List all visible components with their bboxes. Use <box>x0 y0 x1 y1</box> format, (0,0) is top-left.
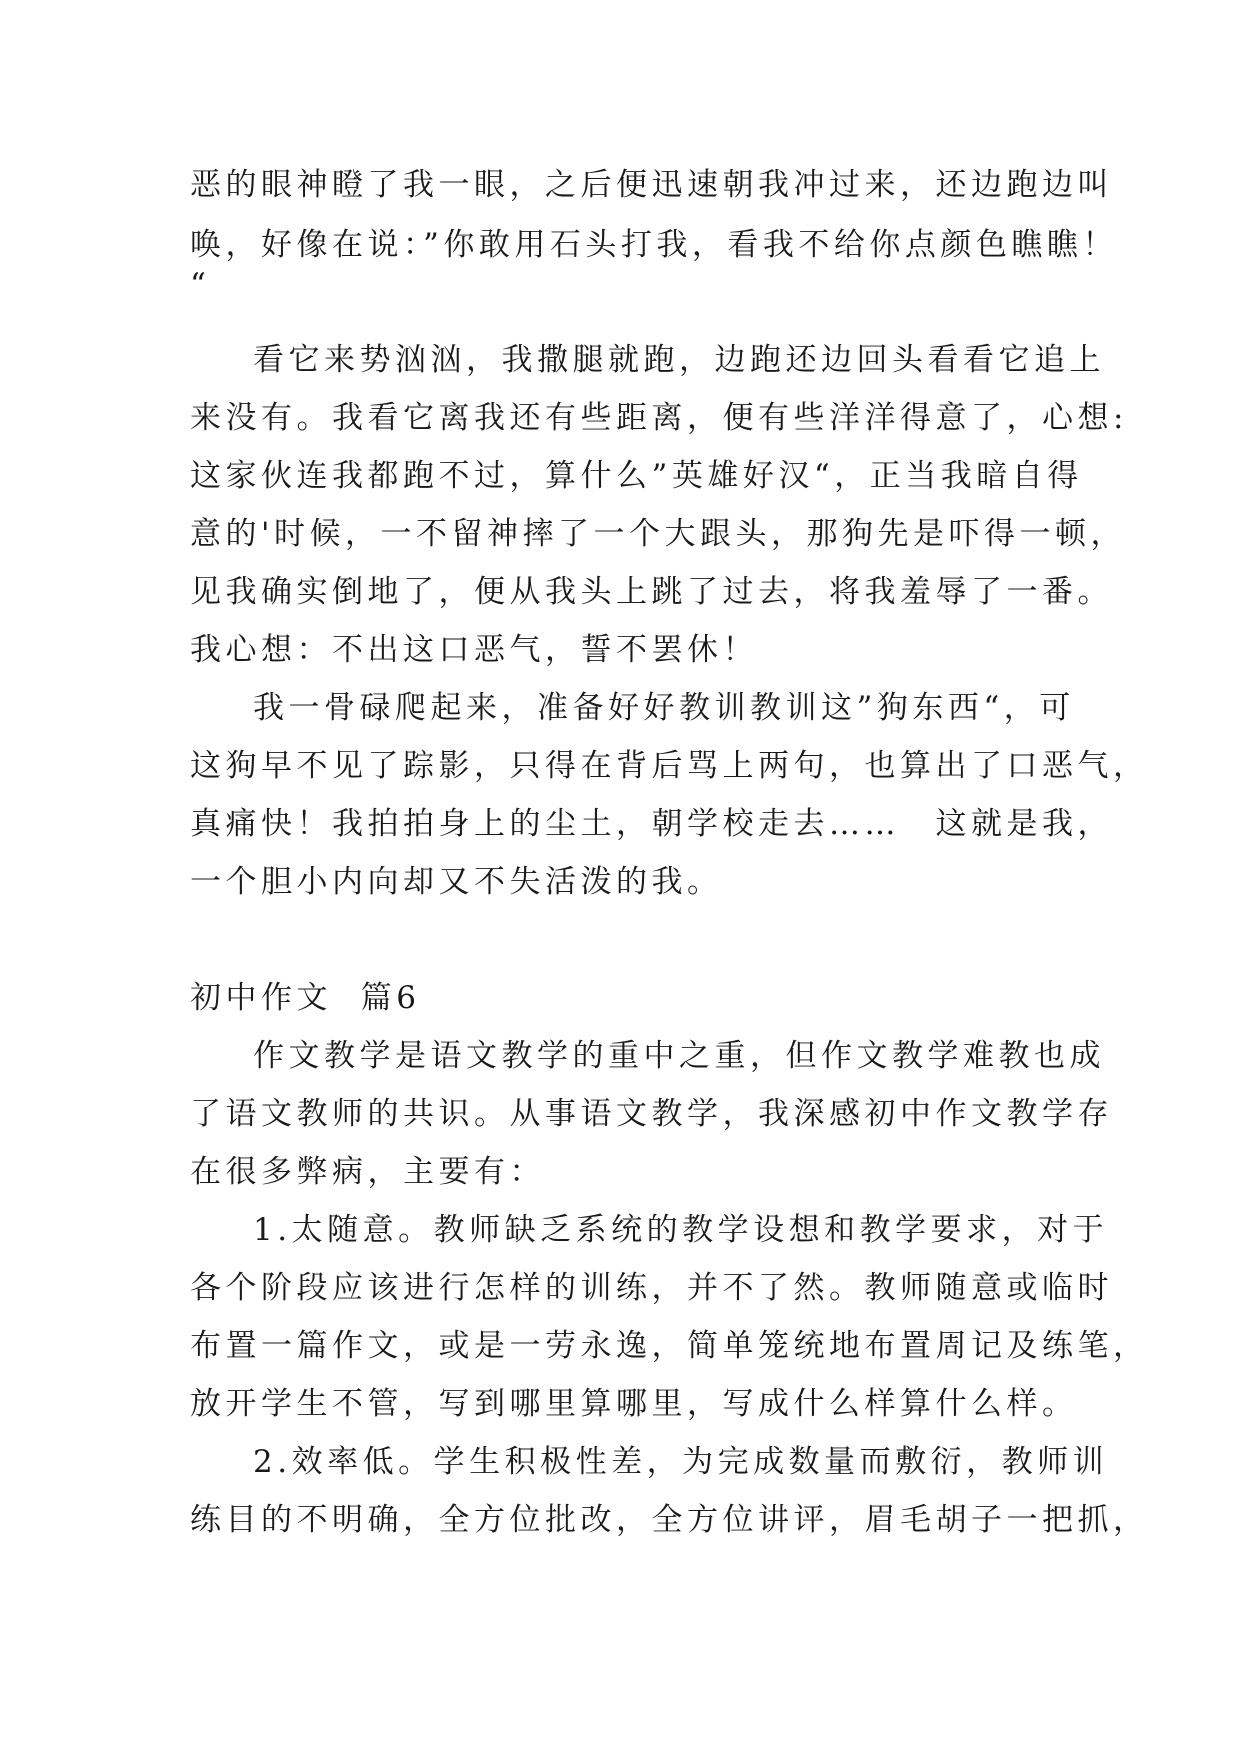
section-heading: 初中作文 篇6 <box>190 980 421 1016</box>
paragraph-line: 作文教学是语文教学的重中之重，但作文教学难教也成 <box>253 1038 1105 1074</box>
paragraph-line: 布置一篇作文，或是一劳永逸，简单笼统地布置周记及练笔， <box>190 1328 1149 1364</box>
paragraph-line: 唤，好像在说：”你敢用石头打我，看我不给你点颜色瞧瞧！ <box>190 227 1118 263</box>
paragraph-line: 看它来势汹汹，我撒腿就跑，边跑还边回头看看它追上 <box>253 342 1105 378</box>
paragraph-line: 这狗早不见了踪影，只得在背后骂上两句，也算出了口恶气， <box>190 748 1149 784</box>
paragraph-line: 来没有。我看它离我还有些距离，便有些洋洋得意了，心想: <box>190 400 1128 436</box>
paragraph-line: 放开学生不管，写到哪里算哪里，写成什么样算什么样。 <box>190 1386 1078 1422</box>
paragraph-line: 了语文教师的共识。从事语文教学，我深感初中作文教学存 <box>190 1096 1113 1132</box>
paragraph-line: 意的'时候，一不留神摔了一个大跟头，那狗先是吓得一顿， <box>190 516 1127 552</box>
paragraph-line: 一个胆小内向却又不失活泼的我。 <box>190 864 723 900</box>
paragraph-line: 1.太随意。教师缺乏系统的教学设想和教学要求，对于 <box>253 1212 1109 1248</box>
paragraph-line: 2.效率低。学生积极性差，为完成数量而敷衍，教师训 <box>253 1444 1109 1480</box>
paragraph-line: 我一骨碌爬起来，准备好好教训教训这”狗东西“，可 <box>253 690 1075 726</box>
paragraph-line: 恶的眼神瞪了我一眼，之后便迅速朝我冲过来，还边跑边叫 <box>190 167 1113 203</box>
paragraph-line: 在很多弊病，主要有： <box>190 1154 545 1190</box>
paragraph-line: 真痛快！我拍拍身上的尘土，朝学校走去…… 这就是我， <box>190 806 1113 842</box>
paragraph-line: “ <box>190 267 211 303</box>
paragraph-line: 练目的不明确，全方位批改，全方位讲评，眉毛胡子一把抓， <box>190 1502 1149 1538</box>
paragraph-line: 各个阶段应该进行怎样的训练，并不了然。教师随意或临时 <box>190 1270 1113 1306</box>
paragraph-line: 我心想：不出这口恶气，誓不罢休！ <box>190 632 758 668</box>
paragraph-line: 见我确实倒地了，便从我头上跳了过去，将我羞辱了一番。 <box>190 574 1113 610</box>
paragraph-line: 这家伙连我都跑不过，算什么”英雄好汉“，正当我暗自得 <box>190 458 1083 494</box>
